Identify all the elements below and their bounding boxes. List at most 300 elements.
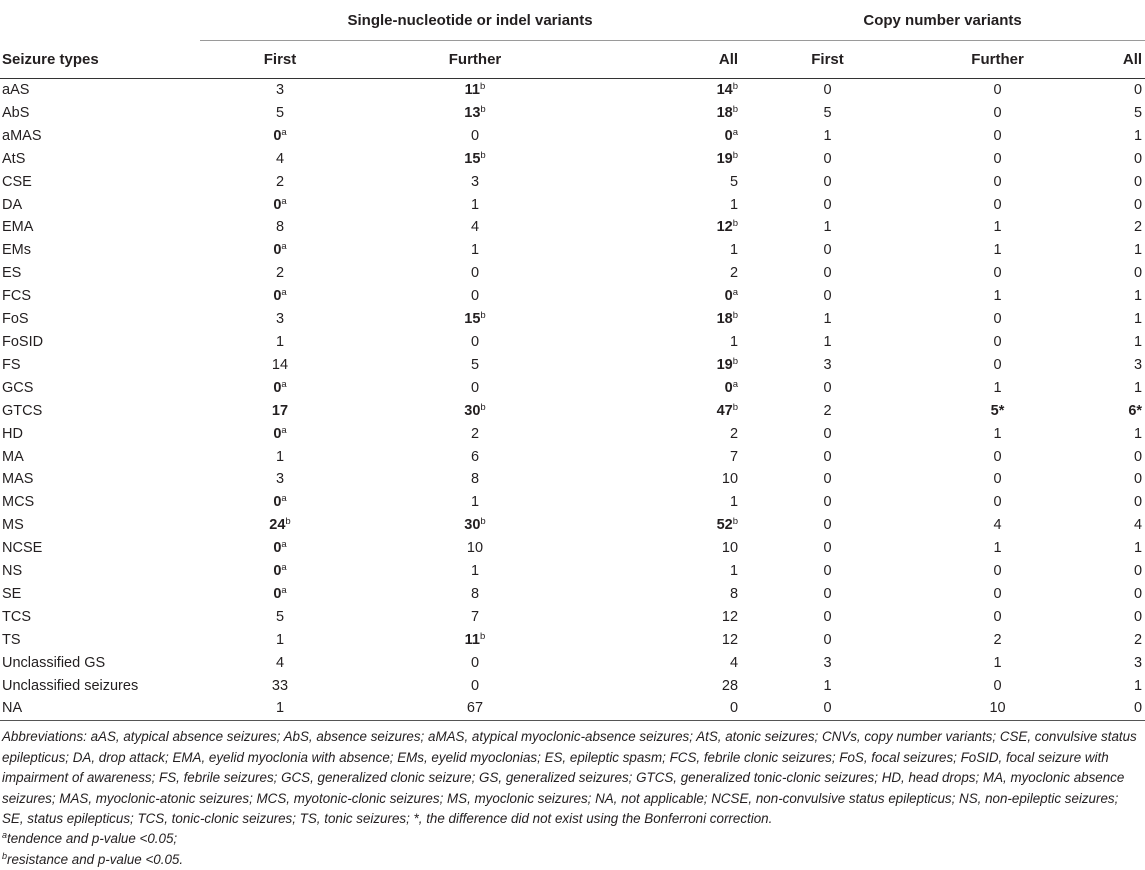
table-row bbox=[0, 377, 1145, 400]
cell-snv-further bbox=[360, 377, 590, 400]
cell-value: 1 bbox=[993, 425, 1002, 442]
cell-snv-all bbox=[590, 239, 740, 262]
cell-value: 10 bbox=[466, 540, 484, 557]
cell-value: 1 bbox=[470, 242, 480, 259]
cell-cnv-further bbox=[915, 491, 1080, 514]
cell-cnv-further bbox=[915, 354, 1080, 377]
cell-value: 0 bbox=[724, 127, 733, 144]
footnote-marker: b bbox=[480, 516, 486, 528]
cell-value: 1 bbox=[470, 563, 480, 580]
table-row bbox=[0, 423, 1145, 446]
cell-cnv-first bbox=[740, 629, 915, 652]
cell-cnv-further bbox=[915, 331, 1080, 354]
column-header-cnv-first: First bbox=[740, 41, 915, 79]
cell-snv-first bbox=[200, 377, 360, 400]
group-header-snv: Single-nucleotide or indel variants bbox=[200, 0, 740, 41]
cell-cnv-all bbox=[1080, 423, 1145, 446]
cell-value: 0 bbox=[993, 82, 1002, 98]
cell-seizure-type bbox=[0, 331, 200, 354]
cell-value: 14 bbox=[271, 356, 289, 373]
footnote-b bbox=[2, 850, 1143, 870]
cell-value: 1 bbox=[470, 196, 480, 213]
cell-cnv-further bbox=[915, 79, 1080, 102]
cell-snv-further bbox=[360, 446, 590, 469]
footnote-marker: b bbox=[480, 630, 486, 642]
cell-seizure-type bbox=[0, 423, 200, 446]
cell-snv-further bbox=[360, 308, 590, 331]
cell-cnv-first bbox=[740, 239, 915, 262]
cell-cnv-all bbox=[1080, 675, 1145, 698]
table-footnotes bbox=[0, 721, 1145, 870]
cell-seizure-type bbox=[0, 514, 200, 537]
cell-value: SE bbox=[2, 585, 22, 602]
cell-value: 2 bbox=[729, 425, 739, 442]
cell-value: 0 bbox=[273, 242, 282, 259]
table-row bbox=[0, 697, 1145, 720]
cell-cnv-all bbox=[1080, 468, 1145, 491]
cell-cnv-all bbox=[1080, 239, 1145, 262]
cell-value: 2 bbox=[993, 631, 1002, 648]
footnote-b-marker: b bbox=[2, 850, 8, 861]
cell-cnv-first bbox=[740, 697, 915, 720]
cell-value: 0 bbox=[1133, 471, 1143, 488]
cell-value: 0 bbox=[273, 563, 282, 580]
cell-snv-all bbox=[590, 629, 740, 652]
cell-value: FCS bbox=[2, 288, 31, 305]
cell-cnv-first bbox=[740, 491, 915, 514]
table-row bbox=[0, 171, 1145, 194]
cell-snv-first bbox=[200, 102, 360, 125]
cell-cnv-further bbox=[915, 446, 1080, 469]
cell-value: 5 bbox=[729, 173, 739, 190]
cell-cnv-further bbox=[915, 171, 1080, 194]
cell-cnv-first bbox=[740, 102, 915, 125]
abbreviations-note: Abbreviations: aAS, atypical absence seizures; AbS, absence seizures; aMAS, atypical myoclonic-absence seizures; AtS, atonic seizures; CNVs, copy number variants; CSE, convulsive status epilepticus; DA, drop attack; EMA, eyelid myoclonia with absence; EMs, eyelid myoclonias; ES, epileptic spasm; FCS, febrile clonic seizures; FoS, focal seizures; FoSID, focal seizure with impairment of awareness; FS, febrile seizures; GCS, generalized clonic seizure; GS, generalized seizures; GTCS, generalized tonic-clonic seizures; HD, head drops; MA, myoclonic absence seizures; MAS, myoclonic-atonic seizures; MCS, myotonic-clonic seizures; MS, myoclonic seizures; NA, not applicable; NCSE, non-convulsive status epilepticus; NS, non-epileptic seizures; SE, status epilepticus; TCS, tonic-clonic seizures; TS, tonic seizures; *, the difference did not exist using the Bonferroni correction. bbox=[2, 729, 1137, 826]
cell-snv-further bbox=[360, 194, 590, 217]
cell-cnv-further bbox=[915, 560, 1080, 583]
table-row bbox=[0, 148, 1145, 171]
table-row bbox=[0, 331, 1145, 354]
table-row bbox=[0, 675, 1145, 698]
footnote-marker: b bbox=[480, 81, 486, 92]
cell-value: 0 bbox=[470, 127, 480, 144]
cell-value: 0 bbox=[823, 288, 832, 305]
cell-value: ES bbox=[2, 265, 22, 282]
cell-value: 15 bbox=[464, 311, 481, 328]
cell-value: CSE bbox=[2, 173, 32, 190]
cell-snv-first bbox=[200, 148, 360, 171]
cell-value: 3 bbox=[1133, 356, 1143, 373]
cell-snv-first bbox=[200, 446, 360, 469]
cell-cnv-further bbox=[915, 652, 1080, 675]
cell-cnv-first bbox=[740, 354, 915, 377]
cell-value: 0 bbox=[993, 196, 1002, 213]
footnote-marker: a bbox=[281, 493, 287, 505]
cell-seizure-type bbox=[0, 675, 200, 698]
cell-value: 1 bbox=[1133, 311, 1143, 328]
column-header-snv-first: First bbox=[200, 41, 360, 79]
cell-value: 0 bbox=[1133, 265, 1143, 282]
cell-snv-all bbox=[590, 606, 740, 629]
cell-value: 0 bbox=[1133, 608, 1143, 625]
cell-value: 11 bbox=[464, 631, 481, 648]
cell-value: aMAS bbox=[2, 127, 42, 144]
cell-value: Unclassified GS bbox=[2, 654, 106, 671]
cell-value: 0 bbox=[273, 585, 282, 602]
cell-value: 3 bbox=[275, 82, 285, 98]
cell-value: 0 bbox=[273, 379, 282, 396]
cell-value: 8 bbox=[729, 585, 739, 602]
cell-cnv-first bbox=[740, 125, 915, 148]
cell-snv-further bbox=[360, 148, 590, 171]
cell-cnv-all bbox=[1080, 285, 1145, 308]
cell-cnv-first bbox=[740, 583, 915, 606]
cell-value: 0 bbox=[470, 654, 480, 671]
cell-snv-further bbox=[360, 606, 590, 629]
cell-cnv-all bbox=[1080, 262, 1145, 285]
cell-cnv-further bbox=[915, 423, 1080, 446]
cell-value: 0 bbox=[823, 540, 832, 557]
cell-snv-first bbox=[200, 239, 360, 262]
cell-value: 15 bbox=[464, 150, 481, 167]
cell-cnv-all bbox=[1080, 377, 1145, 400]
cell-seizure-type bbox=[0, 125, 200, 148]
cell-value: 0 bbox=[724, 379, 733, 396]
cell-snv-further bbox=[360, 697, 590, 720]
column-header-snv-all: All bbox=[590, 41, 740, 79]
cell-value: 0 bbox=[823, 82, 832, 98]
cell-cnv-all bbox=[1080, 629, 1145, 652]
cell-cnv-first bbox=[740, 216, 915, 239]
cell-seizure-type bbox=[0, 491, 200, 514]
cell-value: 0 bbox=[993, 677, 1002, 694]
cell-value: 18 bbox=[716, 104, 733, 121]
cell-value: 2 bbox=[1133, 631, 1143, 648]
cell-value: 0 bbox=[993, 356, 1002, 373]
cell-cnv-first bbox=[740, 194, 915, 217]
cell-seizure-type bbox=[0, 354, 200, 377]
cell-value: 10 bbox=[721, 471, 739, 488]
cell-cnv-all bbox=[1080, 652, 1145, 675]
cell-cnv-all bbox=[1080, 171, 1145, 194]
cell-value: 0 bbox=[993, 333, 1002, 350]
cell-cnv-first bbox=[740, 400, 915, 423]
footnote-marker: a bbox=[732, 126, 739, 138]
cell-cnv-all bbox=[1080, 606, 1145, 629]
cell-value: 8 bbox=[470, 471, 480, 488]
cell-value: 7 bbox=[470, 608, 480, 625]
cell-value: 3 bbox=[275, 471, 285, 488]
footnote-a-text: tendence and p-value <0.05; bbox=[7, 831, 178, 847]
cell-cnv-all bbox=[1080, 331, 1145, 354]
cell-snv-first bbox=[200, 171, 360, 194]
footnote-marker: b bbox=[480, 149, 486, 161]
cell-snv-all bbox=[590, 262, 740, 285]
cell-value: 12 bbox=[716, 219, 733, 236]
cell-cnv-first bbox=[740, 148, 915, 171]
cell-cnv-all bbox=[1080, 560, 1145, 583]
cell-value: 0 bbox=[1133, 173, 1143, 190]
cell-value: 0 bbox=[1133, 585, 1143, 602]
footnote-marker: b bbox=[732, 355, 739, 367]
cell-value: 0 bbox=[823, 563, 832, 580]
cell-snv-all bbox=[590, 423, 740, 446]
cell-snv-further bbox=[360, 468, 590, 491]
cell-value: 0 bbox=[993, 311, 1002, 328]
cell-value: 3 bbox=[470, 173, 480, 190]
cell-snv-further bbox=[360, 537, 590, 560]
table-row bbox=[0, 560, 1145, 583]
cell-value: 1 bbox=[823, 127, 832, 144]
footnote-marker: b bbox=[732, 516, 739, 528]
cell-cnv-first bbox=[740, 377, 915, 400]
cell-snv-first bbox=[200, 308, 360, 331]
cell-snv-all bbox=[590, 400, 740, 423]
cell-value: 14 bbox=[716, 82, 733, 98]
table-row bbox=[0, 239, 1145, 262]
table-row bbox=[0, 491, 1145, 514]
cell-snv-all bbox=[590, 514, 740, 537]
footnote-a-marker: a bbox=[2, 830, 8, 841]
cell-snv-first bbox=[200, 285, 360, 308]
cell-value: GCS bbox=[2, 379, 34, 396]
cell-seizure-type bbox=[0, 606, 200, 629]
cell-cnv-first bbox=[740, 652, 915, 675]
cell-cnv-all bbox=[1080, 79, 1145, 102]
cell-cnv-first bbox=[740, 514, 915, 537]
cell-cnv-all bbox=[1080, 216, 1145, 239]
cell-cnv-further bbox=[915, 697, 1080, 720]
cell-snv-further bbox=[360, 262, 590, 285]
footnote-marker: a bbox=[732, 378, 739, 390]
footnote-marker: a bbox=[281, 562, 287, 574]
cell-cnv-first bbox=[740, 606, 915, 629]
cell-value: 0 bbox=[470, 288, 480, 305]
cell-value: 0 bbox=[470, 677, 480, 694]
footnote-a bbox=[2, 829, 1143, 849]
cell-snv-further bbox=[360, 239, 590, 262]
cell-snv-all bbox=[590, 583, 740, 606]
cell-value: 1 bbox=[275, 631, 285, 648]
cell-snv-further bbox=[360, 354, 590, 377]
cell-value: 5 bbox=[275, 104, 285, 121]
cell-value: 0 bbox=[470, 379, 480, 396]
table-row bbox=[0, 262, 1145, 285]
footnote-marker: a bbox=[281, 378, 287, 390]
cell-snv-first bbox=[200, 675, 360, 698]
cell-value: 0 bbox=[993, 563, 1002, 580]
cell-value: 0 bbox=[823, 517, 832, 534]
cell-snv-all bbox=[590, 537, 740, 560]
cell-snv-all bbox=[590, 125, 740, 148]
cell-value: EMs bbox=[2, 242, 31, 259]
cell-value: AtS bbox=[2, 150, 26, 167]
cell-snv-all bbox=[590, 308, 740, 331]
cell-value: GTCS bbox=[2, 402, 43, 419]
cell-seizure-type bbox=[0, 537, 200, 560]
cell-seizure-type bbox=[0, 446, 200, 469]
cell-snv-all bbox=[590, 652, 740, 675]
cell-value: FS bbox=[2, 356, 21, 373]
cell-cnv-first bbox=[740, 675, 915, 698]
table-row bbox=[0, 468, 1145, 491]
cell-seizure-type bbox=[0, 308, 200, 331]
cell-snv-all bbox=[590, 560, 740, 583]
cell-value: 0 bbox=[1133, 448, 1143, 465]
column-header-cnv-further: Further bbox=[915, 41, 1080, 79]
table-row bbox=[0, 102, 1145, 125]
cell-seizure-type bbox=[0, 468, 200, 491]
cell-seizure-type bbox=[0, 583, 200, 606]
footnote-marker: b bbox=[732, 81, 739, 92]
cell-seizure-type bbox=[0, 79, 200, 102]
cell-cnv-all bbox=[1080, 537, 1145, 560]
cell-value: 47 bbox=[716, 402, 733, 419]
cell-seizure-type bbox=[0, 239, 200, 262]
cell-value: 0 bbox=[1133, 700, 1143, 717]
footnote-marker: b bbox=[732, 218, 739, 230]
cell-snv-first bbox=[200, 514, 360, 537]
cell-value: 0 bbox=[823, 448, 832, 465]
cell-seizure-type bbox=[0, 377, 200, 400]
cell-snv-all bbox=[590, 102, 740, 125]
table-row bbox=[0, 629, 1145, 652]
cell-value: 0 bbox=[273, 288, 282, 305]
footnote-marker: a bbox=[281, 241, 287, 253]
table-row bbox=[0, 216, 1145, 239]
cell-cnv-all bbox=[1080, 125, 1145, 148]
cell-snv-first bbox=[200, 125, 360, 148]
table-row bbox=[0, 285, 1145, 308]
cell-value: 1 bbox=[729, 494, 739, 511]
cell-snv-all bbox=[590, 675, 740, 698]
cell-value: TS bbox=[2, 631, 21, 648]
footnote-marker: a bbox=[281, 584, 287, 596]
cell-value: 4 bbox=[1133, 517, 1143, 534]
cell-cnv-first bbox=[740, 560, 915, 583]
cell-cnv-first bbox=[740, 79, 915, 102]
cell-value: 0 bbox=[993, 265, 1002, 282]
cell-value: 28 bbox=[721, 677, 739, 694]
table-body bbox=[0, 79, 1145, 721]
cell-seizure-type bbox=[0, 560, 200, 583]
cell-seizure-type bbox=[0, 216, 200, 239]
footnote-marker: a bbox=[281, 126, 287, 138]
cell-snv-first bbox=[200, 537, 360, 560]
cell-snv-all bbox=[590, 216, 740, 239]
cell-value: 1 bbox=[1133, 288, 1143, 305]
cell-snv-further bbox=[360, 400, 590, 423]
cell-value: aAS bbox=[2, 82, 30, 98]
cell-snv-first bbox=[200, 652, 360, 675]
cell-cnv-further bbox=[915, 102, 1080, 125]
footnote-marker: b bbox=[480, 401, 486, 413]
cell-snv-further bbox=[360, 514, 590, 537]
column-header-seizure-types: Seizure types bbox=[0, 41, 200, 79]
cell-value: 1 bbox=[729, 242, 739, 259]
cell-value: 0 bbox=[273, 540, 282, 557]
cell-value: 1 bbox=[1133, 127, 1143, 144]
cell-snv-first bbox=[200, 79, 360, 102]
cell-value: 17 bbox=[271, 402, 289, 419]
cell-snv-further bbox=[360, 285, 590, 308]
cell-value: 6 bbox=[470, 448, 480, 465]
cell-snv-first bbox=[200, 629, 360, 652]
cell-cnv-first bbox=[740, 308, 915, 331]
cell-seizure-type bbox=[0, 400, 200, 423]
table-row bbox=[0, 606, 1145, 629]
cell-value: 1 bbox=[823, 219, 832, 236]
cell-value: 1 bbox=[275, 448, 285, 465]
cell-value: 1 bbox=[993, 654, 1002, 671]
cell-value: TCS bbox=[2, 608, 31, 625]
group-header-row bbox=[0, 0, 1145, 41]
cell-snv-further bbox=[360, 652, 590, 675]
cell-value: 30 bbox=[464, 402, 481, 419]
cell-snv-all bbox=[590, 79, 740, 102]
column-header-cnv-all: All bbox=[1080, 41, 1145, 79]
cell-value: 12 bbox=[721, 631, 739, 648]
cell-cnv-all bbox=[1080, 308, 1145, 331]
cell-seizure-type bbox=[0, 102, 200, 125]
footnote-b-text: resistance and p-value <0.05. bbox=[7, 851, 184, 867]
cell-value: 10 bbox=[989, 700, 1006, 717]
cell-value: 1 bbox=[1133, 242, 1143, 259]
footnote-marker: b bbox=[480, 310, 486, 322]
cell-cnv-first bbox=[740, 446, 915, 469]
footnote-marker: b bbox=[732, 310, 739, 322]
cell-snv-first bbox=[200, 354, 360, 377]
cell-value: 0 bbox=[273, 494, 282, 511]
group-header-cnv: Copy number variants bbox=[740, 0, 1145, 41]
cell-value: 0 bbox=[823, 631, 832, 648]
table-row bbox=[0, 194, 1145, 217]
cell-value: 0 bbox=[1133, 494, 1143, 511]
footnote-marker: a bbox=[281, 287, 287, 299]
cell-value: 0 bbox=[823, 173, 832, 190]
cell-snv-further bbox=[360, 79, 590, 102]
cell-value: 0 bbox=[823, 242, 832, 259]
table-row bbox=[0, 514, 1145, 537]
cell-value: 3 bbox=[1133, 654, 1143, 671]
footnote-marker: b bbox=[732, 401, 739, 413]
cell-seizure-type bbox=[0, 285, 200, 308]
group-header-spacer bbox=[0, 0, 200, 41]
cell-value: MCS bbox=[2, 494, 35, 511]
cell-cnv-further bbox=[915, 606, 1080, 629]
cell-value: 6* bbox=[1128, 402, 1143, 419]
cell-value: 1 bbox=[823, 677, 832, 694]
cell-value: 0 bbox=[993, 585, 1002, 602]
cell-cnv-first bbox=[740, 262, 915, 285]
cell-snv-all bbox=[590, 377, 740, 400]
footnote-marker: a bbox=[281, 424, 287, 436]
cell-value: 12 bbox=[721, 608, 739, 625]
cell-snv-all bbox=[590, 194, 740, 217]
cell-value: 13 bbox=[464, 104, 481, 121]
cell-value: 0 bbox=[823, 196, 832, 213]
cell-value: 2 bbox=[275, 265, 285, 282]
cell-cnv-first bbox=[740, 331, 915, 354]
cell-value: 1 bbox=[993, 379, 1002, 396]
cell-snv-first bbox=[200, 468, 360, 491]
cell-snv-further bbox=[360, 583, 590, 606]
cell-value: 52 bbox=[716, 517, 733, 534]
cell-cnv-all bbox=[1080, 194, 1145, 217]
cell-value: 1 bbox=[993, 288, 1002, 305]
cell-cnv-first bbox=[740, 468, 915, 491]
cell-value: 1 bbox=[729, 333, 739, 350]
